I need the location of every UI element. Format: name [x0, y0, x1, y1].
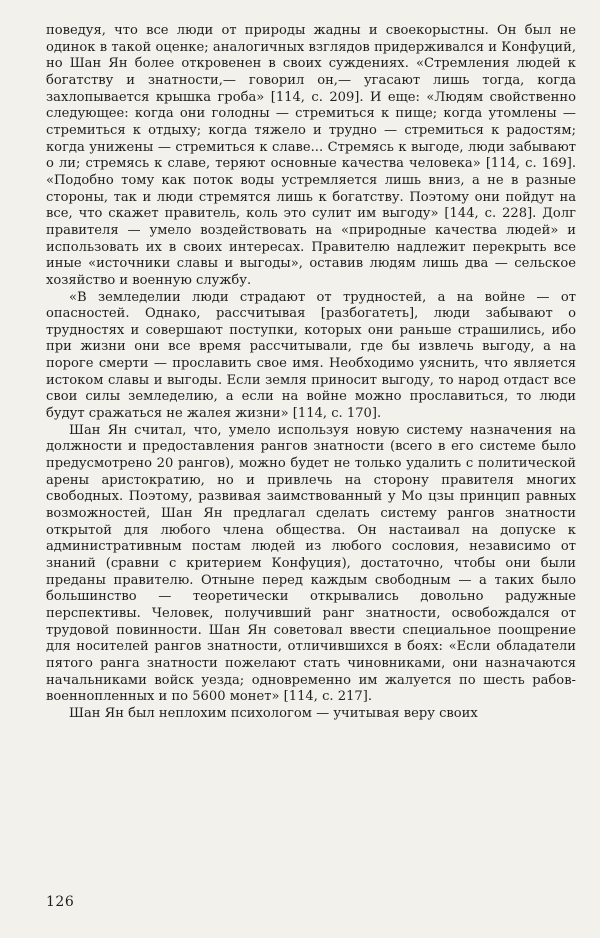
paragraph-3: Шан Ян считал, что, умело используя новую систему назначения на должности и предоставления рангов знатности (всего в его системе было предусмотрено 20 рангов), можно будет не только удалить с политической арены аристократию, но и привлечь на сторону правителя многих свободных. Поэтому, развивая заимствованный у Мо цзы принцип равных возможностей, Шан Ян предлагал сделать систему рангов знатности открытой для любого члена общества. Он настаивал на допуске к административным постам людей из любого сословия, независимо от знаний (сравни с критерием Конфуция), достаточно, чтобы они были преданы правителю. Отныне перед каждым свободным — а таких было большинство — теоретически открывались довольно радужные перспективы. Человек, получивший ранг знатности, освобождался от трудовой повинности. Шан Ян советовал ввести специальное поощрение для носителей рангов знатности, отличившихся в боях: «Если обладатели пятого ранга знатности пожелают стать чиновниками, они назначаются начальниками войск уезда; одновременно им жалуется по шесть рабов-военнопленных и по 5600 монет» [114, с. 217]. [46, 422, 576, 705]
paragraph-1: поведуя, что все люди от природы жадны и своекорыстны. Он был не одинок в такой оценке; аналогичных взглядов придерживался и Конфуций, но Шан Ян более откровенен в своих суждениях. «Стремления людей к богатству и знатности,— говорил он,— угасают лишь тогда, когда захлопывается крышка гроба» [114, с. 209]. И еще: «Людям свойственно следующее: когда они голодны — стремиться к пище; когда утомлены — стремиться к отдыху; когда тяжело и трудно — стремиться к радостям; когда унижены — стремиться к славе... Стремясь к выгоде, люди забывают о ли; стремясь к славе, теряют основные качества человека» [114, с. 169]. «Подобно тому как поток воды устремляется лишь вниз, а не в разные стороны, так и люди стремятся лишь к богатству. Поэтому они пойдут на все, что скажет правитель, коль это сулит им выгоду» [144, с. 228]. Долг правителя — умело воздействовать на «природные качества людей» и использовать их в своих интересах. Правителю надлежит перекрыть все иные «источники славы и выгоды», оставив людям лишь два — сельское хозяйство и военную службу. [46, 23, 576, 288]
page-number: 126 [46, 894, 75, 910]
paragraph-4: Шан Ян был неплохим психологом — учитывая веру своих [69, 705, 478, 721]
body-text [46, 23, 576, 723]
paragraph-2: «В земледелии люди страдают от трудностей, а на войне — от опасностей. Однако, рассчитывая [разбогатеть], люди забывают о трудностях и совершают поступки, которых они раньше страшились, ибо при жизни они все время рассчитывали, где бы извлечь выгоду, а на пороге смерти — прославить свое имя. Необходимо уяснить, что является истоком славы и выгоды. Если земля приносит выгоду, то народ отдаст все свои силы земледелию, а если на войне можно прославиться, то люди будут сражаться не жалея жизни» [114, с. 170]. [46, 289, 576, 422]
